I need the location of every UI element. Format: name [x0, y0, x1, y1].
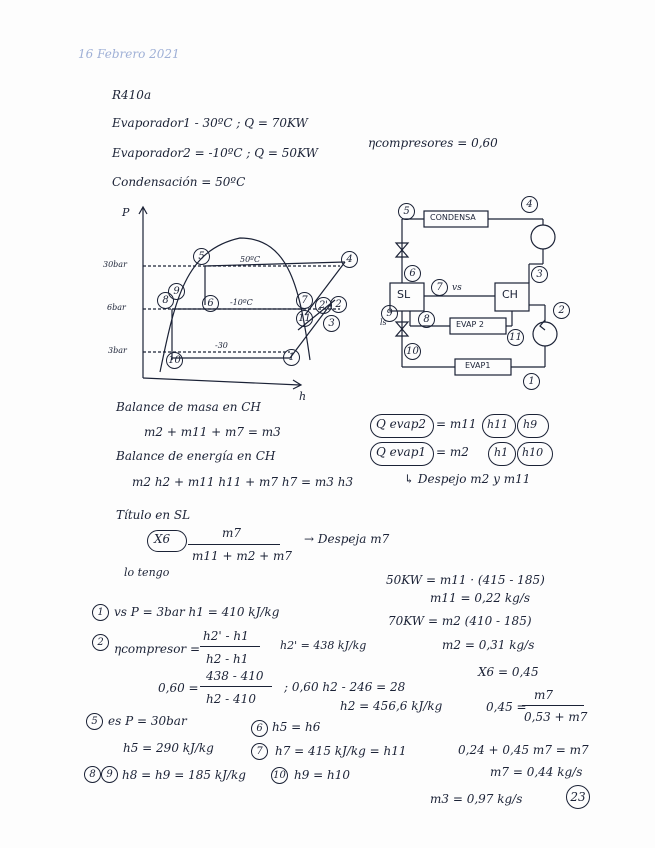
step2-fraction-line: [200, 646, 260, 647]
p-label-3bar: 3bar: [108, 346, 127, 355]
ph-point-8: 8: [157, 292, 174, 309]
ls-label: ls: [380, 318, 387, 327]
compressor-top: [531, 225, 555, 249]
titulo-title: Título en SL: [116, 508, 191, 522]
result-6-numerator: m7: [534, 688, 554, 702]
evap2-spec: Evaporador2 = -10ºC ; Q = 50KW: [112, 146, 318, 160]
result-7: 0,24 + 0,45 m7 = m7: [458, 743, 589, 757]
step10-circle: 10: [271, 767, 288, 784]
despejo-text: ↳ Despejo m2 y m11: [404, 472, 531, 486]
result-6-denominator: 0,53 + m7: [524, 710, 588, 724]
ph-point-10: 10: [166, 352, 183, 369]
ph-point-2: 2: [330, 296, 347, 313]
ph-point-1: 1: [283, 349, 300, 366]
step2b-lhs: 0,60 =: [158, 681, 199, 695]
sl-label: SL: [397, 288, 411, 301]
step2-label: ηcompresor =: [114, 642, 201, 656]
h9-label: h9: [523, 418, 538, 431]
step7-circle: 7: [251, 743, 268, 760]
energia-title: Balance de energía en CH: [116, 449, 276, 463]
result-8: m7 = 0,44 kg/s: [490, 765, 583, 779]
step6-text: h5 = h6: [272, 720, 321, 734]
sch-node-10: 10: [404, 343, 421, 360]
step9-circle: 9: [101, 766, 118, 783]
sch-node-7: 7: [431, 279, 448, 296]
step2b-rhs: ; 0,60 h2 - 246 = 28: [284, 680, 406, 694]
p-axis-label: P: [122, 206, 130, 219]
qevap2-label: Q evap2: [376, 417, 427, 431]
result-3: 70KW = m2 (410 - 185): [388, 614, 532, 628]
step2-numerator: h2' - h1: [203, 629, 249, 643]
x6-denominator: m11 + m2 + m7: [192, 549, 293, 563]
sch-node-4: 4: [521, 196, 538, 213]
result-6-fraction-line: [522, 705, 584, 706]
t-label-50: 50ºC: [240, 255, 261, 264]
x6-fraction-line: [188, 544, 280, 545]
p-label-30bar: 30bar: [103, 260, 127, 269]
vs-label: vs: [452, 283, 462, 293]
result-5: X6 = 0,45: [478, 665, 539, 679]
energia-eq: m2 h2 + m11 h11 + m7 h7 = m3 h3: [132, 475, 354, 489]
despeja-m7: → Despeja m7: [304, 532, 390, 546]
refrigerant-label: R410a: [112, 88, 152, 102]
x6-numerator: m7: [222, 526, 242, 540]
compressor-bottom: [533, 322, 557, 346]
ph-point-9: 9: [168, 283, 185, 300]
date-header: 16 Febrero 2021: [78, 47, 180, 61]
step89-text: h8 = h9 = 185 kJ/kg: [122, 768, 246, 782]
ph-point-4: 4: [341, 251, 358, 268]
ch-label: CH: [502, 288, 518, 301]
ph-point-3: 3: [323, 315, 340, 332]
step1-circle: 1: [92, 604, 109, 621]
evap1-label: EVAP1: [465, 361, 491, 370]
h10-label: h10: [522, 446, 544, 459]
step8-circle: 8: [84, 766, 101, 783]
page-number: 23: [566, 785, 590, 809]
t-label-minus30: -30: [215, 341, 228, 350]
p-label-6bar: 6bar: [107, 303, 126, 312]
step2-h2prime: h2' = 438 kJ/kg: [280, 639, 367, 652]
evap1-spec: Evaporador1 - 30ºC ; Q = 70KW: [112, 116, 308, 130]
sch-node-6: 6: [404, 265, 421, 282]
ph-point-2p: 2': [315, 297, 332, 314]
ph-point-6: 6: [202, 295, 219, 312]
h1-label: h1: [494, 446, 509, 459]
result-1: 50KW = m11 · (415 - 185): [386, 573, 545, 587]
ph-point-7: 7: [296, 292, 313, 309]
qevap1-label: Q evap1: [376, 445, 427, 459]
step7-text: h7 = 415 kJ/kg = h11: [275, 744, 407, 758]
step5-h: h5 = 290 kJ/kg: [123, 741, 214, 755]
ph-point-11: 11: [296, 310, 313, 327]
result-4: m2 = 0,31 kg/s: [442, 638, 535, 652]
masa-eq: m2 + m11 + m7 = m3: [144, 425, 281, 439]
masa-title: Balance de masa en CH: [116, 400, 261, 414]
result-2: m11 = 0,22 kg/s: [430, 591, 531, 605]
step2-result: h2 = 456,6 kJ/kg: [340, 699, 443, 713]
step2-circle: 2: [92, 634, 109, 651]
evap2-label: EVAP 2: [456, 320, 484, 329]
ph-point-5: 5: [193, 248, 210, 265]
h-axis-label: h: [299, 390, 307, 403]
step2b-numerator: 438 - 410: [206, 669, 264, 683]
result-6-lhs: 0,45 =: [486, 700, 527, 714]
t-label-minus10: -10ºC: [230, 298, 253, 307]
sch-node-2: 2: [553, 302, 570, 319]
sch-node-11: 11: [507, 329, 524, 346]
eta-compresores: ηcompresores = 0,60: [368, 136, 498, 150]
condensa-label: CONDENSA: [430, 213, 476, 222]
sch-node-9: 9: [381, 305, 398, 322]
step2-denominator: h2 - h1: [206, 652, 249, 666]
condensacion-spec: Condensación = 50ºC: [112, 175, 246, 189]
sch-node-8: 8: [418, 311, 435, 328]
qevap2-rhs: = m11: [436, 417, 477, 431]
result-9: m3 = 0,97 kg/s: [430, 792, 523, 806]
sch-node-1: 1: [523, 373, 540, 390]
step2b-denominator: h2 - 410: [206, 692, 256, 706]
sch-node-5: 5: [398, 203, 415, 220]
qevap1-rhs: = m2: [436, 445, 469, 459]
sch-node-3: 3: [531, 266, 548, 283]
step6-circle: 6: [251, 720, 268, 737]
h11-label: h11: [487, 418, 509, 431]
step1-text: vs P = 3bar h1 = 410 kJ/kg: [114, 605, 280, 619]
x6-label: X6: [154, 532, 171, 546]
lo-tengo: lo tengo: [124, 566, 170, 579]
step2b-fraction-line: [200, 686, 272, 687]
step10-text: h9 = h10: [294, 768, 351, 782]
h-axis: [143, 378, 300, 385]
step5-text: es P = 30bar: [108, 714, 187, 728]
step5-circle: 5: [86, 713, 103, 730]
